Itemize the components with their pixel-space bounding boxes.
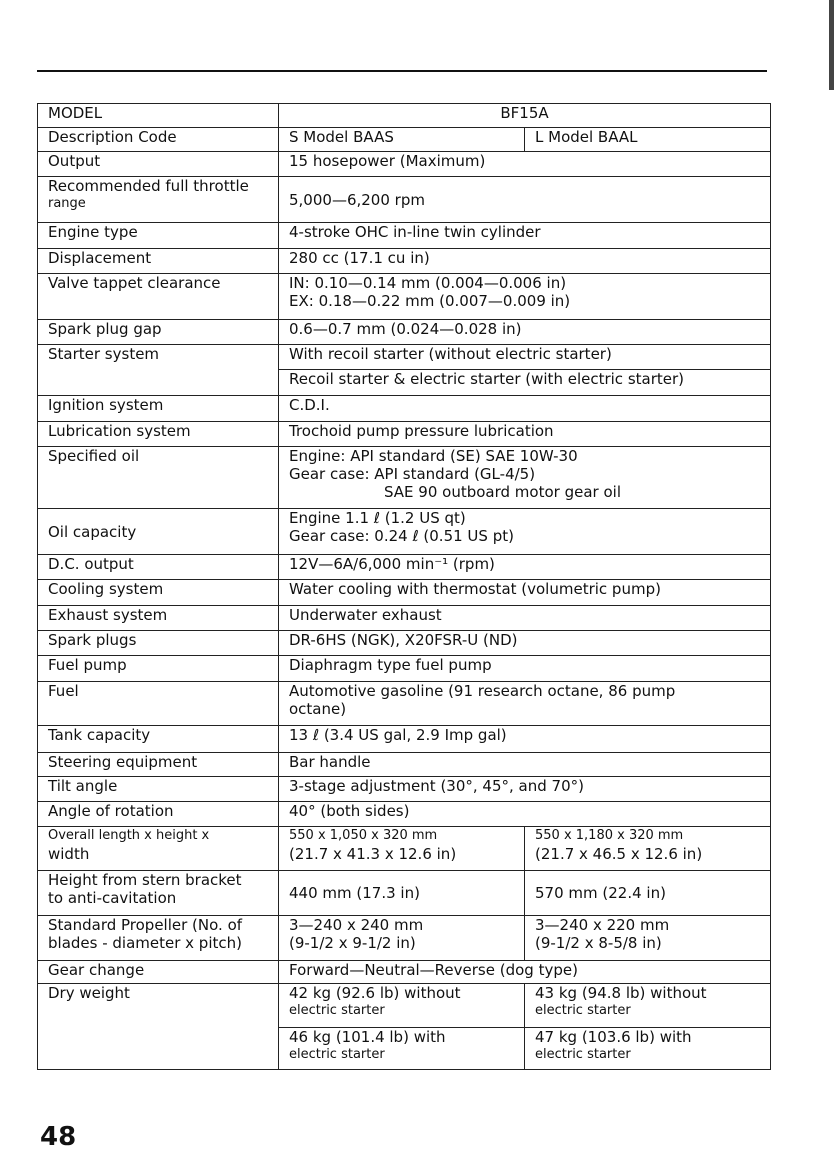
cooling-value: Water cooling with thermostat (volumetric pump) bbox=[279, 580, 771, 606]
table-row bbox=[38, 396, 771, 422]
prop-s-2: (9-1/2 x 9-1/2 in) bbox=[289, 934, 416, 952]
fuel-pump-label: Fuel pump bbox=[38, 656, 279, 682]
header-rule bbox=[37, 70, 767, 72]
table-row bbox=[38, 631, 771, 656]
valve-ex: EX: 0.18—0.22 mm (0.007—0.009 in) bbox=[289, 292, 571, 310]
scan-edge-mark bbox=[829, 0, 834, 90]
valve-label: Valve tappet clearance bbox=[38, 274, 279, 320]
tilt-value: 3-stage adjustment (30°, 45°, and 70°) bbox=[279, 777, 771, 802]
table-row bbox=[38, 320, 771, 345]
lubrication-value: Trochoid pump pressure lubrication bbox=[279, 422, 771, 447]
weight-l-1a: 43 kg (94.8 lb) without bbox=[535, 984, 707, 1002]
valve-in: IN: 0.10—0.14 mm (0.004—0.006 in) bbox=[289, 274, 567, 292]
model-value: BF15A bbox=[279, 104, 771, 128]
output-label: Output bbox=[38, 152, 279, 177]
table-row bbox=[38, 606, 771, 631]
table-row bbox=[38, 509, 771, 555]
oil-capacity-value-2: Gear case: 0.24 ℓ (0.51 US pt) bbox=[289, 527, 514, 545]
table-row bbox=[38, 345, 771, 370]
overall-l-1: 550 x 1,180 x 320 mm bbox=[535, 828, 684, 843]
weight-l-2a: 47 kg (103.6 lb) with bbox=[535, 1028, 692, 1046]
table-row bbox=[38, 104, 771, 128]
prop-l-2: (9-1/2 x 8-5/8 in) bbox=[535, 934, 662, 952]
plugs-label: Spark plugs bbox=[38, 631, 279, 656]
table-row bbox=[38, 422, 771, 447]
steering-value: Bar handle bbox=[279, 753, 771, 777]
throttle-label-line1: Recommended full throttle bbox=[48, 177, 249, 195]
height-label-2: to anti-cavitation bbox=[48, 889, 177, 907]
gear-value: Forward—Neutral—Reverse (dog type) bbox=[279, 961, 771, 984]
table-row bbox=[38, 274, 771, 320]
rotation-value: 40° (both sides) bbox=[279, 802, 771, 827]
spec-table bbox=[37, 103, 771, 1070]
overall-s-1: 550 x 1,050 x 320 mm bbox=[289, 828, 438, 843]
weight-s-2b: electric starter bbox=[289, 1047, 385, 1062]
ignition-label: Ignition system bbox=[38, 396, 279, 422]
table-row bbox=[38, 223, 771, 249]
table-row bbox=[38, 961, 771, 984]
throttle-label bbox=[38, 177, 279, 223]
table-row bbox=[38, 682, 771, 726]
exhaust-label: Exhaust system bbox=[38, 606, 279, 631]
prop-l-1: 3—240 x 220 mm bbox=[535, 916, 670, 934]
table-row bbox=[38, 777, 771, 802]
table-row bbox=[38, 827, 771, 871]
displacement-label: Displacement bbox=[38, 249, 279, 274]
oil-value-2: Gear case: API standard (GL-4/5) bbox=[289, 465, 536, 483]
page-number: 48 bbox=[40, 1122, 77, 1152]
oil-capacity-value-1: Engine 1.1 ℓ (1.2 US qt) bbox=[289, 509, 466, 527]
gear-label: Gear change bbox=[38, 961, 279, 984]
overall-label-1: Overall length x height x bbox=[48, 828, 210, 843]
prop-label-2: blades - diameter x pitch) bbox=[48, 934, 242, 952]
overall-s-2: (21.7 x 41.3 x 12.6 in) bbox=[289, 845, 457, 863]
table-row bbox=[38, 580, 771, 606]
tank-label: Tank capacity bbox=[38, 726, 279, 753]
engine-type-label: Engine type bbox=[38, 223, 279, 249]
starter-value-2: Recoil starter & electric starter (with electric starter) bbox=[279, 370, 771, 396]
cooling-label: Cooling system bbox=[38, 580, 279, 606]
weight-l-1b: electric starter bbox=[535, 1003, 631, 1018]
weight-l-2b: electric starter bbox=[535, 1047, 631, 1062]
lubrication-label: Lubrication system bbox=[38, 422, 279, 447]
table-row bbox=[38, 916, 771, 961]
fuel-pump-value: Diaphragm type fuel pump bbox=[279, 656, 771, 682]
table-row bbox=[38, 802, 771, 827]
starter-value-1: With recoil starter (without electric starter) bbox=[279, 345, 771, 370]
fuel-label: Fuel bbox=[38, 682, 279, 726]
weight-s-1b: electric starter bbox=[289, 1003, 385, 1018]
table-row bbox=[38, 555, 771, 580]
table-row bbox=[38, 871, 771, 916]
displacement-value: 280 cc (17.1 cu in) bbox=[279, 249, 771, 274]
desc-code-l: L Model BAAL bbox=[525, 128, 771, 152]
height-l: 570 mm (22.4 in) bbox=[525, 871, 771, 916]
output-value: 15 hosepower (Maximum) bbox=[279, 152, 771, 177]
throttle-value: 5,000—6,200 rpm bbox=[279, 177, 771, 223]
weight-label: Dry weight bbox=[38, 984, 279, 1070]
plugs-value: DR-6HS (NGK), X20FSR-U (ND) bbox=[279, 631, 771, 656]
table-row bbox=[38, 984, 771, 1028]
table-row bbox=[38, 726, 771, 753]
table-row bbox=[38, 753, 771, 777]
throttle-label-line2: range bbox=[48, 196, 86, 211]
ignition-value: C.D.I. bbox=[279, 396, 771, 422]
table-row bbox=[38, 128, 771, 152]
spark-gap-label: Spark plug gap bbox=[38, 320, 279, 345]
prop-label-1: Standard Propeller (No. of bbox=[48, 916, 243, 934]
prop-s-1: 3—240 x 240 mm bbox=[289, 916, 424, 934]
weight-s-2a: 46 kg (101.4 lb) with bbox=[289, 1028, 446, 1046]
spark-gap-value: 0.6—0.7 mm (0.024—0.028 in) bbox=[279, 320, 771, 345]
dc-label: D.C. output bbox=[38, 555, 279, 580]
table-row bbox=[38, 177, 771, 223]
fuel-value-1: Automotive gasoline (91 research octane, 86 pump bbox=[289, 682, 676, 700]
oil-value-3: SAE 90 outboard motor gear oil bbox=[384, 483, 621, 501]
desc-code-s: S Model BAAS bbox=[279, 128, 525, 152]
overall-l-2: (21.7 x 46.5 x 12.6 in) bbox=[535, 845, 703, 863]
engine-type-value: 4-stroke OHC in-line twin cylinder bbox=[279, 223, 771, 249]
table-row bbox=[38, 447, 771, 509]
height-label-1: Height from stern bracket bbox=[48, 871, 242, 889]
desc-code-label: Description Code bbox=[38, 128, 279, 152]
table-row bbox=[38, 249, 771, 274]
steering-label: Steering equipment bbox=[38, 753, 279, 777]
height-s: 440 mm (17.3 in) bbox=[279, 871, 525, 916]
oil-label: Specified oil bbox=[38, 447, 279, 509]
tilt-label: Tilt angle bbox=[38, 777, 279, 802]
fuel-value-2: octane) bbox=[289, 700, 347, 718]
starter-label: Starter system bbox=[38, 345, 279, 396]
oil-capacity-label: Oil capacity bbox=[38, 509, 279, 555]
tank-value: 13 ℓ (3.4 US gal, 2.9 Imp gal) bbox=[279, 726, 771, 753]
dc-value: 12V—6A/6,000 min⁻¹ (rpm) bbox=[279, 555, 771, 580]
table-row bbox=[38, 656, 771, 682]
rotation-label: Angle of rotation bbox=[38, 802, 279, 827]
oil-value-1: Engine: API standard (SE) SAE 10W-30 bbox=[289, 447, 578, 465]
weight-s-1a: 42 kg (92.6 lb) without bbox=[289, 984, 461, 1002]
exhaust-value: Underwater exhaust bbox=[279, 606, 771, 631]
model-label: MODEL bbox=[38, 104, 279, 128]
table-row bbox=[38, 152, 771, 177]
overall-label-2: width bbox=[48, 845, 90, 863]
